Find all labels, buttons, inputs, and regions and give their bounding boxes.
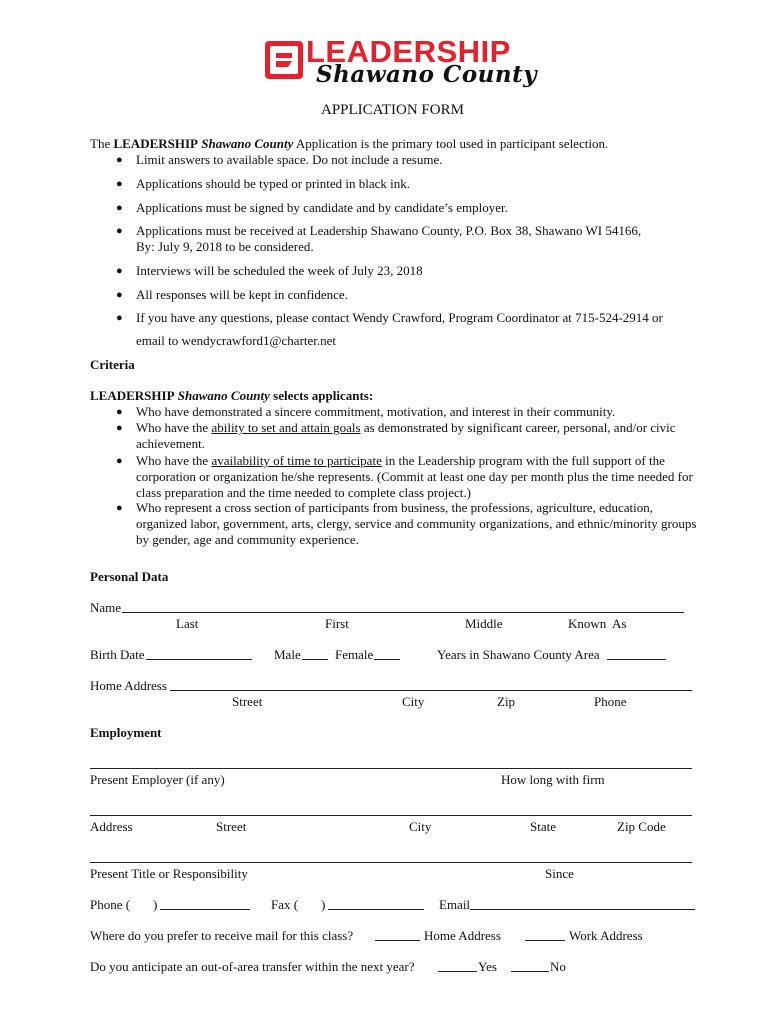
bullet-icon: ●	[116, 225, 123, 237]
birth-date-label: Birth Date	[90, 647, 145, 662]
name-sub-known-as: Known As	[568, 616, 627, 631]
form-title: APPLICATION FORM	[321, 102, 464, 118]
address-sub-street: Street	[216, 819, 247, 834]
mail-work-label: Work Address	[569, 928, 643, 943]
criteria-item: Who have the availability of time to participate in the Leadership program with the full support of the corporation or organization he/she represents. (Commit at least one day per month plus the time needed for class preparation and the time needed to complete class project.)	[136, 453, 693, 500]
transfer-no-field[interactable]	[511, 971, 549, 972]
instruction-item: All responses will be kept in confidence.	[136, 287, 348, 302]
employer-label: Present Employer (if any)	[90, 772, 225, 787]
transfer-no-label: No	[550, 959, 566, 974]
criteria-item: Who have demonstrated a sincere commitment, motivation, and interest in their community.	[136, 404, 616, 419]
bullet-icon: ●	[116, 202, 123, 214]
mail-home-field[interactable]	[375, 940, 420, 941]
transfer-yes-field[interactable]	[438, 971, 477, 972]
transfer-yes-label: Yes	[478, 959, 497, 974]
criteria-intro: LEADERSHIP Shawano County selects applicants:	[90, 388, 374, 403]
bullet-icon: ●	[116, 154, 123, 166]
name-field[interactable]	[122, 612, 684, 613]
phone-label: Phone (	[90, 897, 131, 912]
bullet-icon: ●	[116, 406, 123, 418]
years-in-area-label: Years in Shawano County Area	[437, 647, 600, 662]
address-sub-address: Address	[90, 819, 133, 834]
intro-text: The LEADERSHIP Shawano County Application is the primary tool used in participant selection.	[90, 136, 609, 151]
home-sub-zip: Zip	[497, 694, 516, 709]
employment-heading: Employment	[90, 725, 162, 740]
fax-field[interactable]	[328, 909, 424, 910]
fax-label: Fax (	[271, 897, 299, 912]
bullet-icon: ●	[116, 178, 123, 190]
mail-question: Where do you prefer to receive mail for this class?	[90, 928, 354, 943]
home-address-field[interactable]	[170, 690, 692, 691]
home-sub-street: Street	[232, 694, 263, 709]
home-sub-city: City	[402, 694, 425, 709]
since-label: Since	[545, 866, 574, 881]
bullet-icon: ●	[116, 422, 123, 434]
email-label: Email	[439, 897, 471, 912]
employer-field[interactable]	[90, 768, 692, 769]
years-in-area-field[interactable]	[607, 659, 666, 660]
instruction-item: If you have any questions, please contact Wendy Crawford, Program Coordinator at 715-524-2914 or	[136, 310, 663, 325]
instruction-item: Applications should be typed or printed in black ink.	[136, 176, 411, 191]
home-address-label: Home Address	[90, 678, 167, 693]
bullet-icon: ●	[116, 265, 123, 277]
criteria-heading: Criteria	[90, 357, 135, 372]
address-sub-state: State	[530, 819, 556, 834]
male-label: Male	[274, 647, 301, 662]
name-label: Name	[90, 600, 122, 615]
email-field[interactable]	[470, 909, 695, 910]
birth-date-field[interactable]	[146, 659, 252, 660]
name-sub-first: First	[325, 616, 349, 631]
home-sub-phone: Phone	[594, 694, 627, 709]
instruction-item: Applications must be received at Leadership Shawano County, P.O. Box 38, Shawano WI 54166,	[136, 223, 642, 238]
bullet-icon: ●	[116, 455, 123, 467]
instruction-item: Interviews will be scheduled the week of July 23, 2018	[136, 263, 423, 278]
bullet-icon: ●	[116, 502, 123, 514]
name-sub-middle: Middle	[465, 616, 503, 631]
criteria-item: Who have the ability to set and attain goals as demonstrated by significant career, personal, and/or civic achievement.	[136, 420, 676, 451]
transfer-question: Do you anticipate an out-of-area transfer within the next year?	[90, 959, 415, 974]
address-sub-zip: Zip Code	[617, 819, 666, 834]
bullet-icon: ●	[116, 289, 123, 301]
logo-subtitle: Shawano County	[316, 61, 538, 88]
instruction-item: Applications must be signed by candidate and by candidate’s employer.	[136, 200, 508, 215]
leadership-logo-icon	[264, 40, 304, 80]
how-long-label: How long with firm	[501, 772, 605, 787]
address-sub-city: City	[409, 819, 432, 834]
criteria-item: Who represent a cross section of participants from business, the professions, agriculture, education, organized labor, government, arts, clergy, service and community organizations, and ethnic/minority groups by gender, age and community experience.	[136, 500, 697, 547]
fax-close-paren: )	[321, 897, 326, 912]
mail-home-label: Home Address	[424, 928, 501, 943]
instruction-item-continued: By: July 9, 2018 to be considered.	[136, 239, 314, 254]
phone-field[interactable]	[160, 909, 250, 910]
female-field[interactable]	[374, 659, 400, 660]
male-field[interactable]	[302, 659, 328, 660]
instruction-item: Limit answers to available space. Do not include a resume.	[136, 152, 443, 167]
name-sub-last: Last	[176, 616, 199, 631]
title-label: Present Title or Responsibility	[90, 866, 248, 881]
mail-work-field[interactable]	[525, 940, 565, 941]
female-label: Female	[335, 647, 374, 662]
instruction-item-continued: email to wendycrawford1@charter.net	[136, 333, 337, 348]
personal-data-heading: Personal Data	[90, 569, 169, 584]
employer-address-field[interactable]	[90, 815, 692, 816]
bullet-icon: ●	[116, 312, 123, 324]
logo-title: LEADERSHIP	[306, 34, 511, 69]
phone-close-paren: )	[153, 897, 158, 912]
title-field[interactable]	[90, 862, 692, 863]
